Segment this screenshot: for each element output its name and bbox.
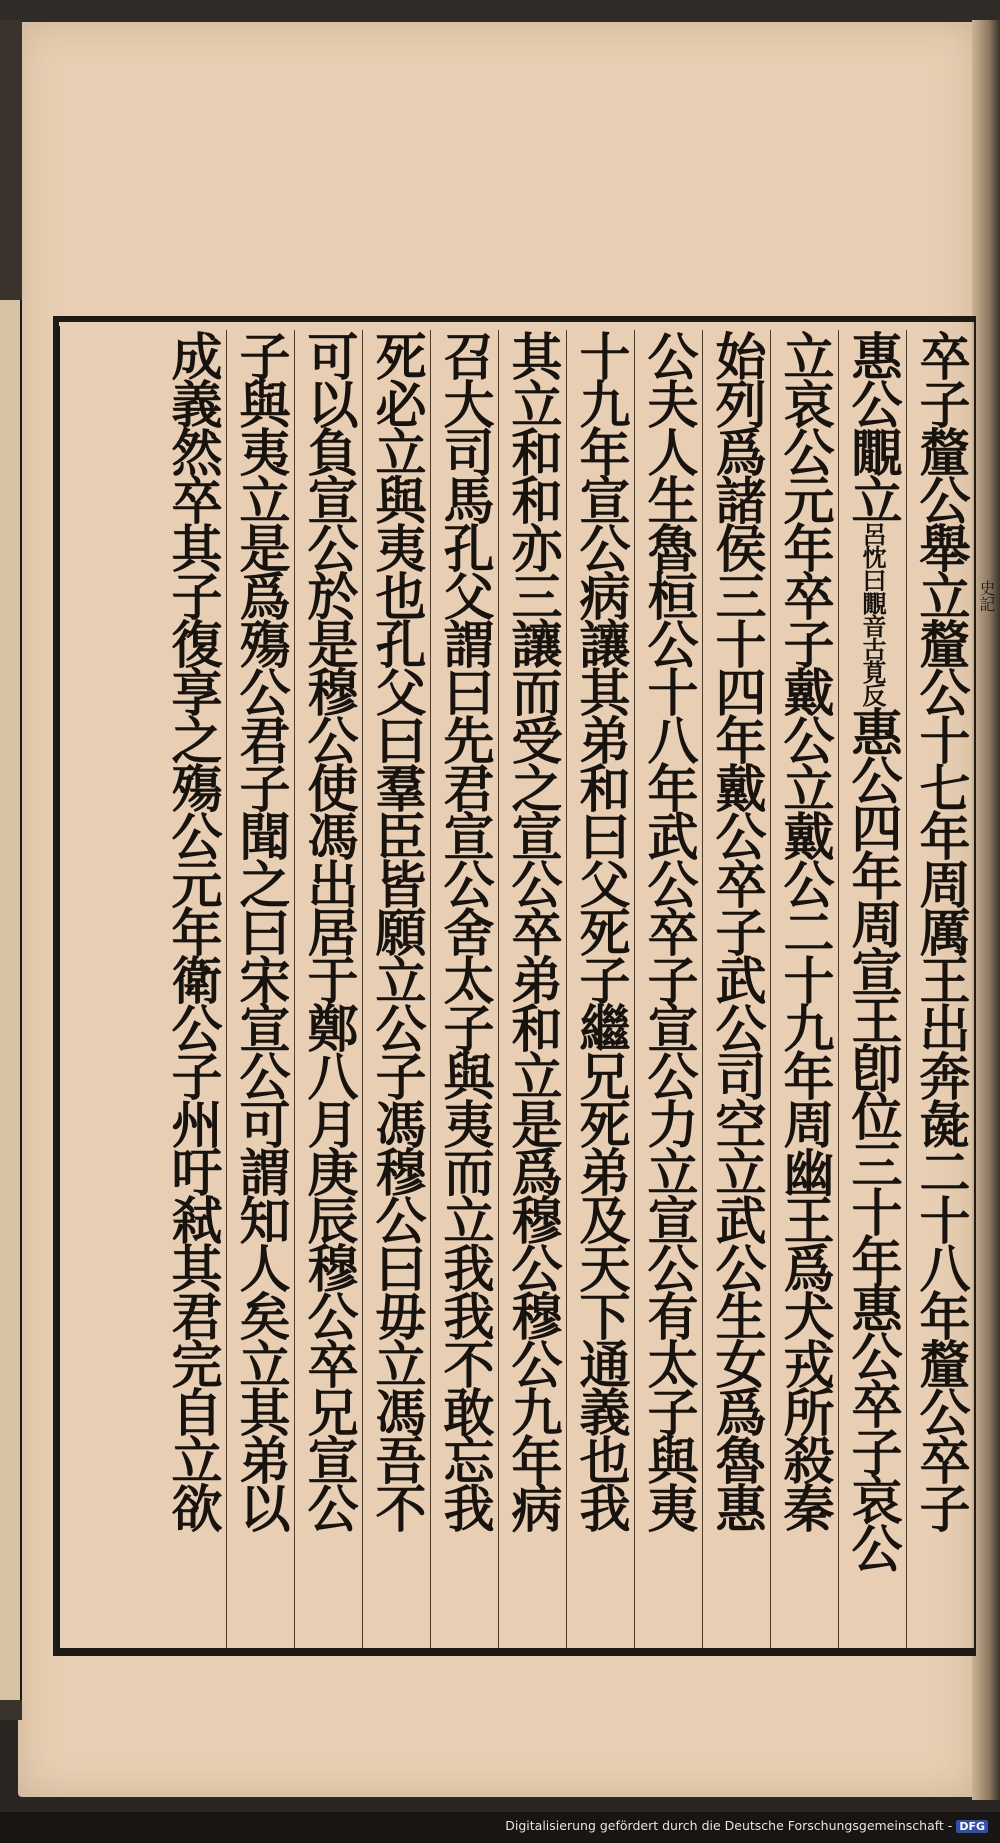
credit-text: Digitalisierung gefördert durch die Deutsche Forschungsgemeinschaft - xyxy=(505,1818,953,1833)
previous-page-strip xyxy=(0,300,22,1700)
text-column-6: 十九年宣公病讓其弟和曰父死子繼兄死弟及天下通義也我 xyxy=(566,330,635,1650)
text-column-11: 子與夷立是爲殤公君子聞之曰宋宣公可謂知人矣立其弟以 xyxy=(226,330,295,1650)
text-column-2 xyxy=(838,330,907,1650)
text-column-9: 死必立與夷也孔父曰羣臣皆願立公子馮穆公曰毋立馮吾不 xyxy=(362,330,431,1650)
column-2-text-before-note: 惠公覵立 xyxy=(842,330,902,522)
dfg-logo: DFG xyxy=(956,1820,988,1833)
text-column-1: 卒子釐公舉立釐公十七年周厲王出奔彘二十八年釐公卒子 xyxy=(906,330,975,1650)
text-column-4: 始列爲諸侯三十四年戴公卒子武公司空立武公生女爲魯惠 xyxy=(702,330,771,1650)
text-column-7: 其立和和亦三讓而受之宣公卒弟和立是爲穆公穆公九年病 xyxy=(498,330,567,1650)
text-column-10: 可以負宣公於是穆公使馮出居于鄭八月庚辰穆公卒兄宣公 xyxy=(294,330,363,1650)
text-column-12: 成義然卒其子復享之殤公元年衛公子州吁弒其君完自立欲 xyxy=(158,330,227,1650)
text-column-8: 召大司馬孔父謂曰先君宣公舍太子與夷而立我我不敢忘我 xyxy=(430,330,499,1650)
digitization-credit xyxy=(505,1818,988,1833)
page-margin-strip xyxy=(974,316,982,1656)
annotation-note: 呂忱曰覵音古莧反 xyxy=(858,522,887,706)
column-2-text-after-note: 惠公四年周宣王卽位三十年惠公卒子哀公 xyxy=(842,706,902,1570)
text-column-3: 立哀公元年卒子戴公立戴公二十九年周幽王爲犬戎所殺秦 xyxy=(770,330,839,1650)
text-column-5: 公夫人生魯桓公十八年武公卒子宣公力立宣公有太子與夷 xyxy=(634,330,703,1650)
margin-title: 史記 xyxy=(977,580,996,612)
